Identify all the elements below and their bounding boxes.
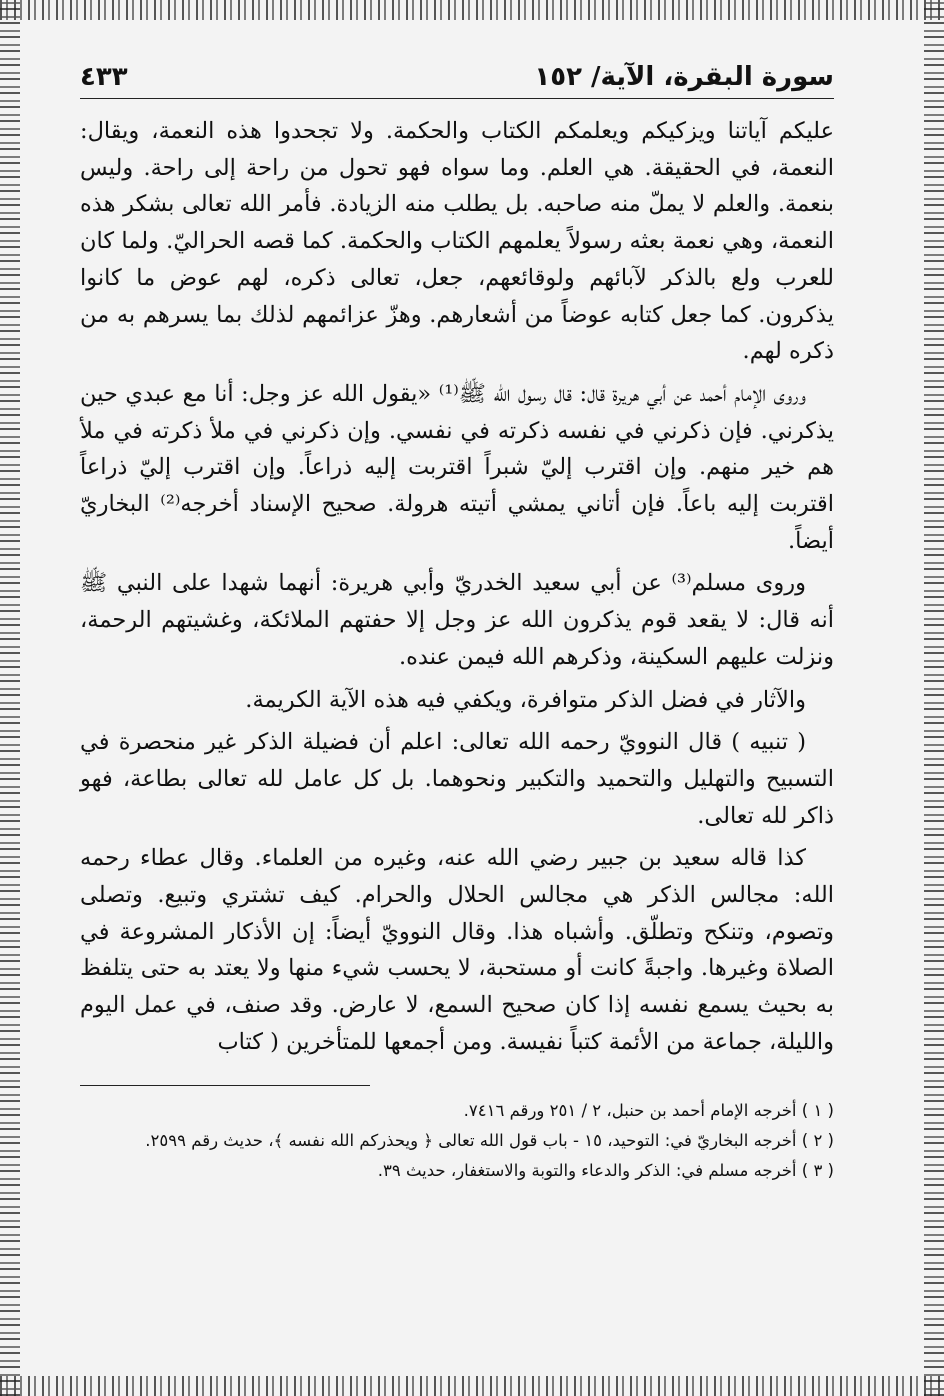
footnote: ( ١ ) أخرجه الإمام أحمد بن حنبل، ٢ / ٢٥١ ورقم ٧٤١٦. bbox=[463, 1100, 834, 1120]
page-content bbox=[80, 40, 834, 1356]
paragraph: عليكم آياتنا ويزكيكم ويعلمكم الكتاب والحكمة. ولا تجحدوا هذه النعمة، ويقال: النعمة، في الحقيقة. هي العلم. وما سواه فهو تحول من راحة إلى راحة. وليس بنعمة. والعلم لا يملّ منه صاحبه. بل يطلب منه الزيادة. فأمر الله تعالى بشكر هذه النعمة، وهي نعمة بعثه رسولاً يعلمهم الكتاب والحكمة. كما قصه الحراليّ. ولما كان للعرب ولع بالذكر لآبائهم ولوقائعهم، جعل، تعالى ذكره، لهم عوض ما كانوا يذكرون. كما جعل كتابه عوضاً من أشعارهم. وهزّ عزائمهم لذلك بما يسرهم به من ذكره لهم. bbox=[80, 118, 834, 365]
paragraph: ( تنبيه ) قال النوويّ رحمه الله تعالى: اعلم أن فضيلة الذكر غير منحصرة في التسبيح والتهليل والتحميد والتكبير ونحوهما. بل كل عامل لله تعالى بطاعة، فهو ذاكر لله تعالى. bbox=[80, 729, 834, 829]
page-number: ٤٣٣ bbox=[80, 62, 128, 92]
footnote-separator-wrap bbox=[80, 1067, 834, 1096]
paragraph: كذا قاله سعيد بن جبير رضي الله عنه، وغيره من العلماء. وقال عطاء رحمه الله: مجالس الذكر هي مجالس الحلال والحرام. كيف تشتري وتبيع. وتصلى وتصوم، وتنكح وتطلّق. وأشباه هذا. وقال النوويّ أيضاً: إن الأذكار المشروعة في الصلاة وغيرها. واجبةً كانت أو مستحبة، لا يحسب شيء منها ولا يعتد به حتى يتلفظ به بحيث يسمع نفسه إذا كان صحيح السمع، لا عارض. وقد صنف، في عمل اليوم والليلة، جماعة من الأئمة كتباً نفيسة. ومن أجمعها للمتأخرين ( كتاب bbox=[80, 845, 834, 1055]
page-header bbox=[80, 40, 834, 99]
footnote: ( ٢ ) أخرجه البخاريّ في: التوحيد، ١٥ - باب قول الله تعالى ﴿ ويحذركم الله نفسه ﴾، حديث رقم ٢٥٩٩. bbox=[145, 1130, 834, 1150]
running-title: سورة البقرة، الآية/ ١٥٢ bbox=[534, 62, 834, 92]
paragraph: وروى مسلم⁽³⁾ عن أبي سعيد الخدريّ وأبي هريرة: أنهما شهدا على النبي ﷺ أنه قال: لا يقعد قوم يذكرون الله عز وجل إلا حفتهم الملائكة، وغشيتهم الرحمة، ونزلت عليهم السكينة، وذكرهم الله فيمن عنده. bbox=[80, 570, 834, 670]
ornamental-border-left bbox=[0, 0, 20, 1396]
footnote-separator bbox=[80, 1085, 370, 1086]
paragraph: والآثار في فضل الذكر متوافرة، ويكفي فيه هذه الآية الكريمة. bbox=[245, 686, 806, 713]
paragraph: وروى الإمام أحمد عن أبي هريرة قال: قال رسول الله ﷺ⁽¹⁾ «يقول الله عز وجل: أنا مع عبدي حين يذكرني. فإن ذكرني في نفسه ذكرته في نفسي. وإن ذكرني في ملأ ذكرته في ملأ هم خير منهم. وإن اقترب إليّ شبراً اقتربت إليه ذراعاً. وإن اقترب إليّ ذراعاً اقتربت إليه باعاً. فإن أتاني يمشي أتيته هرولة. صحيح الإسناد أخرجه⁽²⁾ البخاريّ أيضاً. bbox=[80, 380, 834, 554]
ornamental-border-bottom bbox=[0, 1376, 944, 1396]
footnotes bbox=[80, 1096, 834, 1186]
ornamental-border-top bbox=[0, 0, 944, 20]
ornamental-border-right bbox=[924, 0, 944, 1396]
body-text bbox=[80, 113, 834, 1061]
footnote: ( ٣ ) أخرجه مسلم في: الذكر والدعاء والتوبة والاستغفار، حديث ٣٩. bbox=[377, 1160, 834, 1180]
